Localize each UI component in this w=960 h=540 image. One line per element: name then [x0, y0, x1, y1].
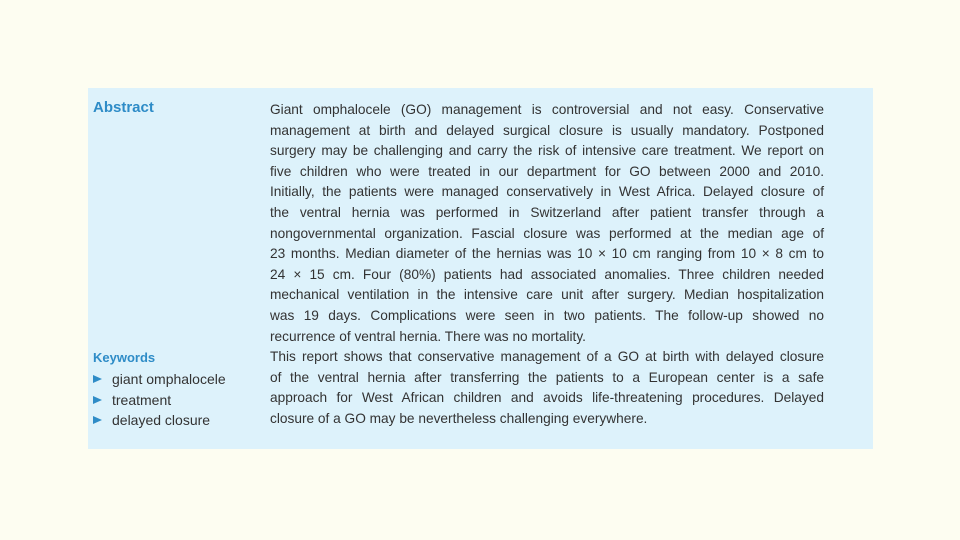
- keyword-list: [93, 369, 263, 431]
- arrow-icon: [93, 375, 102, 383]
- text-line: nongovernmental organization. Fascial closure was performed at the median age of: [270, 225, 824, 241]
- text-line: surgery may be challenging and carry the risk of intensive care treatment. We report on: [270, 143, 824, 159]
- text-line: mechanical ventilation in the intensive care unit after surgery. Median hospitalization: [270, 287, 824, 303]
- text-line: Giant omphalocele (GO) management is controversial and not easy. Conservative: [270, 102, 824, 117]
- abstract-heading: Abstract: [93, 99, 154, 116]
- keyword-label: delayed closure: [112, 412, 211, 429]
- keyword-item: [93, 369, 263, 390]
- keyword-label: giant omphalocele: [112, 371, 226, 388]
- arrow-icon: [93, 416, 102, 424]
- text-line: This report shows that conservative management of a GO at birth with delayed closure: [270, 349, 824, 365]
- text-line: approach for West African children and avoids life-threatening procedures. Delayed: [270, 390, 824, 406]
- abstract-panel: [88, 88, 873, 449]
- keywords-block: [93, 349, 263, 431]
- abstract-body: [270, 100, 824, 430]
- text-line: 24 × 15 cm. Four (80%) patients had associated anomalies. Three children needed: [270, 266, 824, 282]
- keyword-label: treatment: [112, 391, 172, 408]
- text-line: the ventral hernia was performed in Switzerland after patient transfer through a: [270, 204, 824, 220]
- text-line: management at birth and delayed surgical closure is usually mandatory. Postponed: [270, 122, 824, 138]
- text-line-last: closure of a GO may be nevertheless challenging everywhere.: [270, 410, 648, 426]
- abstract-paragraph: [270, 100, 824, 347]
- text-line-last: recurrence of ventral hernia. There was no mortality.: [270, 328, 586, 344]
- text-line: Initially, the patients were managed conservatively in West Africa. Delayed closure of: [270, 184, 824, 200]
- keywords-heading: Keywords: [93, 350, 156, 365]
- text-line: 23 months. Median diameter of the hernias was 10 × 10 cm ranging from 10 × 8 cm to: [270, 246, 824, 262]
- keyword-item: [93, 390, 263, 411]
- text-line: of the ventral hernia after transferring the patients to a European center is a safe: [270, 369, 824, 385]
- keyword-item: [93, 410, 263, 431]
- text-line: five children who were treated in our department for GO between 2000 and 2010.: [270, 163, 824, 179]
- arrow-icon: [93, 396, 102, 404]
- text-line: was 19 days. Complications were seen in two patients. The follow-up showed no: [270, 307, 824, 323]
- conclusion-paragraph: [270, 347, 824, 429]
